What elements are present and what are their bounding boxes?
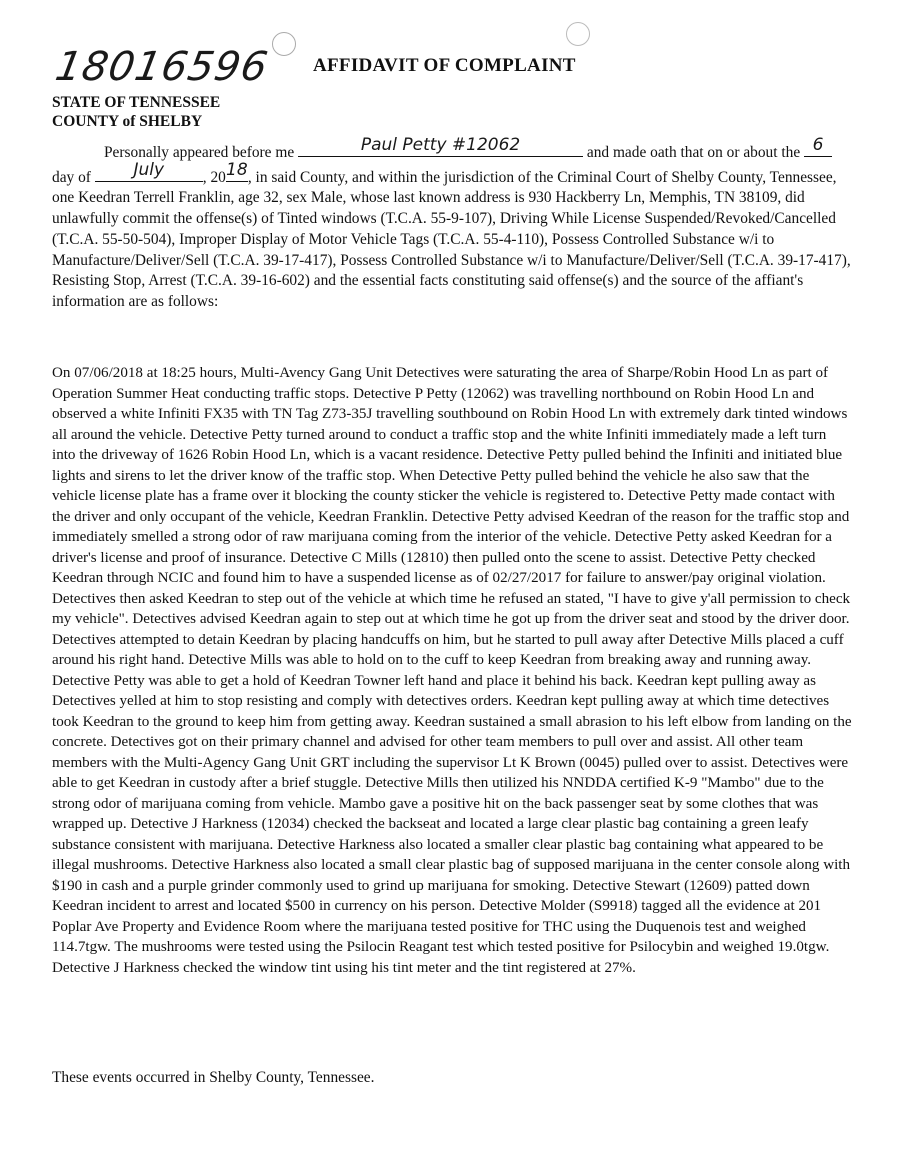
document-title: AFFIDAVIT OF COMPLAINT <box>313 55 576 76</box>
officer-blank <box>298 135 583 157</box>
intro-paragraph <box>52 135 852 313</box>
intro-text: , 20 <box>202 168 226 186</box>
hole-punch-mark <box>566 22 590 46</box>
hole-punch-mark <box>272 32 296 56</box>
intro-text: and made oath that on or about the <box>586 144 801 161</box>
state-heading: STATE OF TENNESSEE <box>52 94 221 111</box>
narrative-paragraph: On 07/06/2018 at 18:25 hours, Multi-Avency Gang Unit Detectives were saturating the area of Sharpe/Robin Hood Ln as part of Operation Summer Heat conducting traffic stops. Detective P Petty (12062) was travelling northbound on Robin Hood Ln and observed a white Infiniti FX35 with TN Tag Z73-35J travelling southbound on Robin Hood Ln with extremely dark tinted windows all around the vehicle. Detective Petty turned around to conduct a traffic stop and the white Infiniti immediately made a left turn into the driveway of 1626 Robin Hood Ln, which is a vacant residence. Detective Petty pulled behind the Infiniti and initiated blue lights and sirens to let the driver know of the traffic stop. When Detective Petty pulled behind the vehicle he also saw that the vehicle license plate has a frame over it blocking the county sticker the vehicle is registered to. Detective Petty made contact with the driver and only occupant of the vehicle, Keedran Franklin. Detective Petty advised Keedran of the reason for the traffic stop and immediately smelled a strong odor of raw marijuana coming from the interior of the vehicle. Detective Petty asked Keedran for a driver's license and proof of insurance. Detective C Mills (12810) then pulled onto the scene to assist. Detective Petty checked Keedran through NCIC and found him to have a suspended license as of 02/27/2017 for failure to answer/pay original violation. Detectives then asked Keedran to step out of the vehicle at which time he refused an stated, "I have to give y'all permission to check my vehicle". Detectives advised Keedran again to step out at which time he got up from the driver seat and stood by the driver door. Detectives attempted to detain Keedran by placing handcuffs on him, but he started to pull away after Detective Mills placed a cuff around his right hand. Detective Mills was able to hold on to the cuff to keep Keedran from breaking away and running away. Detective Petty was able to get a hold of Keedran Towner left hand and place it behind his back. Keedran kept pulling away as Detectives yelled at him to stop resisting and comply with detectives orders. Keedran kept pulling away at which time detectives took Keedran to the ground to keep him from getting away. Keedran sustained a small abrasion to his left elbow from landing on the concrete. Detectives got on their primary channel and advised for other team members to pull over and assist. All other team members with the Multi-Agency Gang Unit GRT including the supervisor Lt K Brown (0045) pulled over to assist. Detectives were able to get Keedran in custody after a brief stuggle. Detective Mills then utilized his NNDDA certified K-9 "Mambo" due to the strong odor of marijuana coming from vehicle. Mambo gave a positive hit on the back passenger seat by some clothes that was wrapped up. Detective J Harkness (12034) checked the backseat and located a large clear plastic bag containing a green leafy substance consistent with marijuana. Detective Harkness also located a smaller clear plastic bag containing what appeared to be illegal mushrooms. Detective Harkness also located a small clear plastic bag of supposed marijuana in the center console along with $190 in cash and a purple grinder commonly used to grind up marijuana for smoking. Detective Stewart (12609) patted down Keedran incident to arrest and located $500 in currency on his person. Detective Molder (S9918) tagged all the evidence at 201 Poplar Ave Property and Evidence Room where the marijuana tested positive for THC using the Duquenois test and weighed 114.7tgw. The mushrooms were tested using the Psilocin Reagant test which tested positive for Psilocybin and weighed 19.0tgw. Detective J Harkness checked the window tint using his tint meter and the tint registered at 27%. <box>52 365 852 976</box>
day-handwritten: 6 <box>812 135 824 156</box>
case-number: 18016596 <box>51 44 272 90</box>
intro-text: Personally appeared before me <box>104 144 295 161</box>
closing-line: These events occurred in Shelby County, Tennessee. <box>52 1069 375 1086</box>
day-blank <box>804 135 832 157</box>
month-blank <box>95 160 203 182</box>
year-blank <box>226 160 248 182</box>
intro-text: day of <box>52 168 91 186</box>
officer-signature: Paul Petty #12062 <box>360 135 521 156</box>
county-heading: COUNTY of SHELBY <box>52 113 203 130</box>
intro-text: , in said County, and within the jurisdiction of the Criminal Court of Shelby County, Tennessee, one Keedran Terrell Franklin, age 32, sex Male, whose last known address is 930 Hackberry Ln, Memphis, TN 38109, did unlawfully commit the offense(s) of Tinted windows (T.C.A. 55-9-107), Driving While License Suspended/Revoked/Cancelled (T.C.A. 55-50-504), Improper Display of Motor Vehicle Tags (T.C.A. 55-4-110), Possess Controlled Substance w/i to Manufacture/Deliver/Sell (T.C.A. 39-17-417), Possess Controlled Substance w/i to Manufacture/Deliver/Sell (T.C.A. 39-17-417), Resisting Stop, Arrest (T.C.A. 39-16-602) and the essential facts constituting said offense(s) and the source of the affiant's information are as follows: <box>52 168 851 310</box>
month-handwritten: July <box>133 160 165 180</box>
year-handwritten: 18 <box>226 160 248 180</box>
